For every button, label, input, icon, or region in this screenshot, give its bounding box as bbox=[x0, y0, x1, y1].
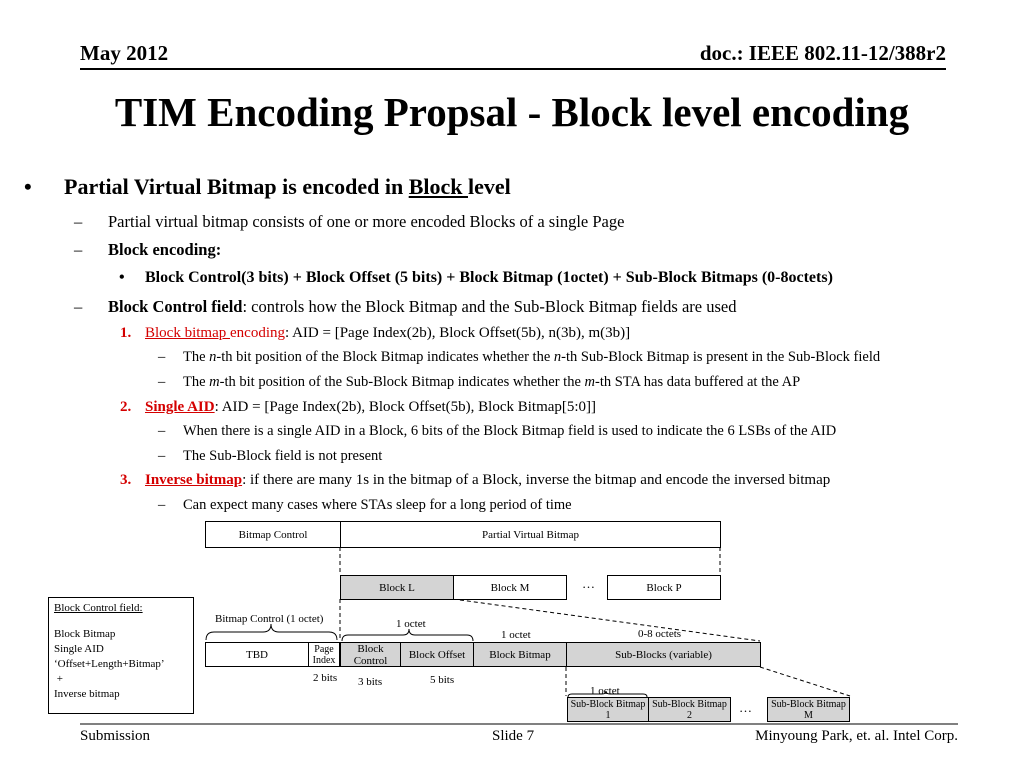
block-control-bits-label: 3 bits bbox=[358, 676, 383, 688]
numbered-3-sub-a: – Can expect many cases where STAs sleep for a long period of time bbox=[158, 497, 572, 513]
sub-block-bitmap-m: Sub-Block Bitmap M bbox=[767, 697, 850, 722]
numbered-item-3: 3. Inverse bitmap: if there are many 1s in the bitmap of a Block, inverse the bitmap and encode the inversed bitmap bbox=[120, 472, 831, 488]
legend-item: Block Bitmap bbox=[54, 628, 116, 640]
block-control-octet-label: 1 octet bbox=[396, 618, 426, 630]
block-offset-bits-label: 5 bits bbox=[430, 674, 455, 686]
block-link[interactable]: Block bbox=[408, 174, 468, 199]
legend-title: Block Control field: bbox=[54, 602, 143, 614]
numbered-1-sub-b: – The m-th bit position of the Sub-Block Bitmap indicates whether the m-th STA has data buffered at the AP bbox=[158, 374, 801, 390]
bitmap-control-octet-label: Bitmap Control (1 octet) bbox=[215, 613, 324, 625]
sub-block-bitmap-2: Sub-Block Bitmap 2 bbox=[648, 697, 731, 722]
sub-block-bitmap-1: Sub-Block Bitmap 1 bbox=[567, 697, 649, 722]
legend-item: Single AID bbox=[54, 643, 104, 655]
header-doc-id: doc.: IEEE 802.11-12/388r2 bbox=[699, 41, 946, 65]
single-aid-link[interactable]: Single AID bbox=[145, 399, 215, 415]
block-bitmap-octet-label: 1 octet bbox=[501, 629, 531, 641]
footer-submission: Submission bbox=[80, 728, 151, 744]
sub-bullet-3: – Block Control field: controls how the Block Bitmap and the Sub-Block Bitmap fields are used bbox=[74, 297, 737, 316]
header-date: May 2012 bbox=[80, 41, 169, 65]
block-m-box: Block M bbox=[453, 575, 567, 600]
block-encoding-item: • Block Control(3 bits) + Block Offset (5 bits) + Block Bitmap (1octet) + Sub-Block Bitmaps (0-8octets) bbox=[119, 269, 833, 286]
sub-blocks-field: Sub-Blocks (variable) bbox=[566, 642, 761, 667]
numbered-2-sub-b: – The Sub-Block field is not present bbox=[158, 448, 383, 464]
sub-blocks-octets-label: 0-8 octets bbox=[638, 628, 682, 640]
slide-title: TIM Encoding Propsal - Block level encoding bbox=[114, 89, 910, 135]
inverse-bitmap-link[interactable]: Inverse bitmap bbox=[145, 472, 243, 488]
block-control-legend bbox=[48, 597, 194, 714]
block-control-field: Block Control bbox=[340, 642, 401, 667]
bitmap-control-box: Bitmap Control bbox=[205, 521, 341, 548]
legend-item: Inverse bitmap bbox=[54, 688, 120, 700]
block-offset-field: Block Offset bbox=[400, 642, 474, 667]
numbered-item-1: 1. Block bitmap encoding: AID = [Page Index(2b), Block Offset(5b), n(3b), m(3b)] bbox=[120, 325, 631, 341]
numbered-item-2: 2. Single AID: AID = [Page Index(2b), Block Offset(5b), Block Bitmap[5:0]] bbox=[120, 399, 597, 415]
bullet-dot: • bbox=[24, 174, 32, 199]
block-l-box: Block L bbox=[340, 575, 454, 600]
sub-block-octet-label: 1 octet bbox=[590, 685, 620, 697]
footer-slide-number: Slide 7 bbox=[492, 728, 535, 744]
page-index-field: Page Index bbox=[308, 642, 340, 667]
page-index-bits-label: 2 bits bbox=[313, 672, 338, 684]
sub-bullet-2: – Block encoding: bbox=[74, 240, 222, 259]
blocks-ellipsis: … bbox=[582, 576, 595, 591]
block-bitmap-field: Block Bitmap bbox=[473, 642, 567, 667]
numbered-1-sub-a: – The n-th bit position of the Block Bitmap indicates whether the n-th Sub-Block Bitmap is present in the Sub-Block field bbox=[158, 349, 881, 365]
partial-virtual-bitmap-box: Partial Virtual Bitmap bbox=[340, 521, 721, 548]
tbd-field: TBD bbox=[205, 642, 309, 667]
bullet-text-suffix: level bbox=[467, 174, 511, 199]
footer-author: Minyoung Park, et. al. Intel Corp. bbox=[755, 728, 958, 744]
bullet-text: Partial Virtual Bitmap is encoded in bbox=[64, 174, 409, 199]
sub-blocks-ellipsis: … bbox=[739, 700, 752, 715]
numbered-2-sub-a: – When there is a single AID in a Block, 6 bits of the Block Bitmap field is used to indicate the 6 LSBs of the AID bbox=[158, 423, 837, 439]
legend-item: + bbox=[54, 673, 63, 685]
block-p-box: Block P bbox=[607, 575, 721, 600]
legend-item: ‘Offset+Length+Bitmap’ bbox=[54, 658, 165, 670]
block-bitmap-link[interactable]: Block bitmap bbox=[145, 325, 230, 341]
sub-bullet-1: – Partial virtual bitmap consists of one or more encoded Blocks of a single Page bbox=[74, 212, 625, 231]
